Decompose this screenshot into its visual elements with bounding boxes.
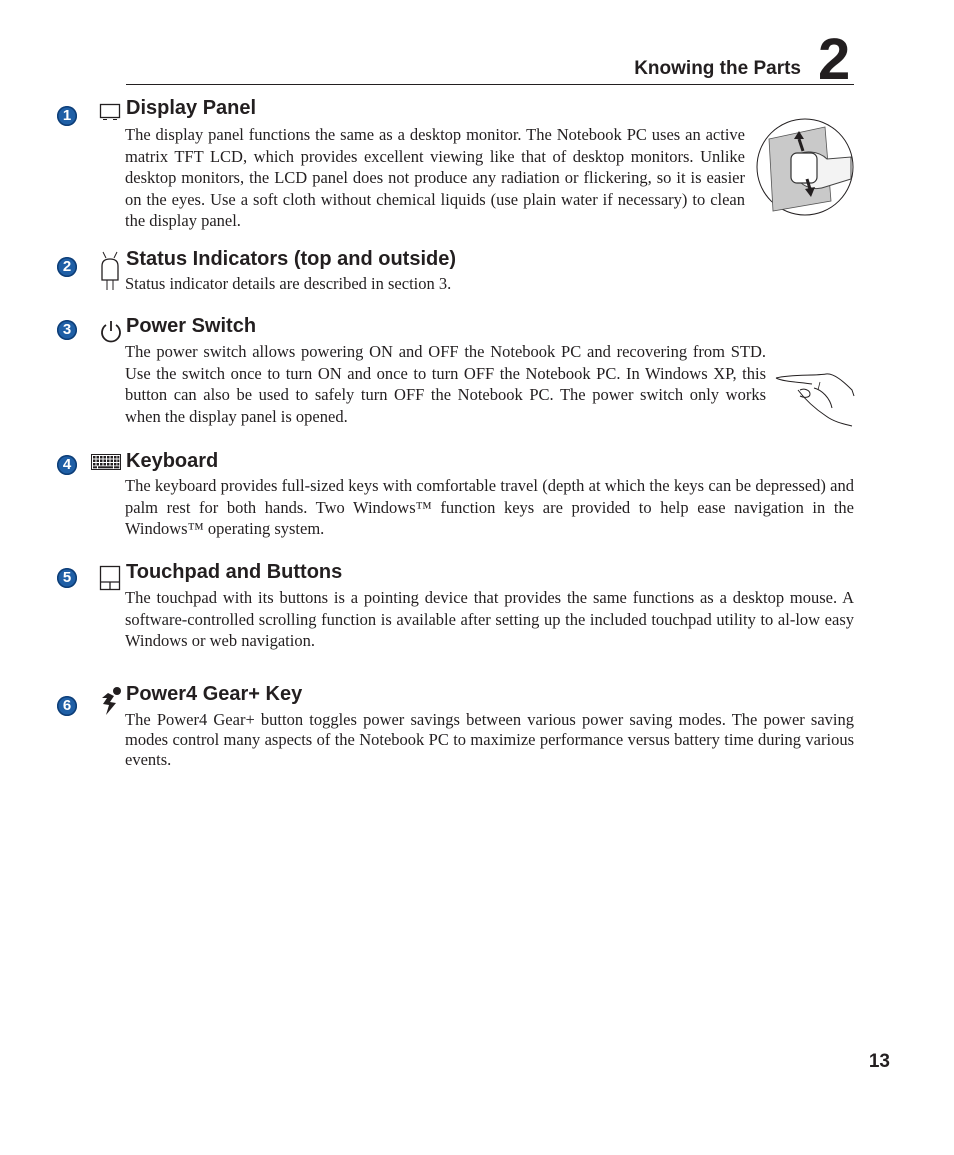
page-header-title: Knowing the Parts xyxy=(634,58,801,79)
section-title-touchpad: Touchpad and Buttons xyxy=(126,561,343,583)
section-badge-4: 4 xyxy=(57,455,77,475)
section-body-power4-gear: The Power4 Gear+ button toggles power savings between various power saving modes. The power saving modes control many aspects of the Notebook PC to maximize performance versus battery time during various events. xyxy=(125,710,854,769)
section-body-touchpad: The touchpad with its buttons is a pointing device that provides the same functions as a desktop mouse. A software-controlled scrolling function is available after setting up the included touchpad utility to al-low easy Windows or web navigation. xyxy=(125,588,854,650)
status-light-icon xyxy=(99,250,121,297)
section-badge-6: 6 xyxy=(57,696,77,716)
section-badge-3: 3 xyxy=(57,320,77,340)
power-switch-body-text: The power switch allows powering ON and OFF the Notebook PC and recovering from STD. Use the switch once to turn ON and once to turn OFF the Notebook PC. In Windows XP, this button can also be used to safely turn OFF the Notebook PC. The power switch only works when the display panel is opened. xyxy=(125,342,766,426)
finger-press-illustration xyxy=(774,368,856,433)
page-number: 13 xyxy=(868,1051,890,1072)
section-body-power-switch xyxy=(125,341,854,427)
section-badge-2: 2 xyxy=(57,257,77,277)
display-cleaning-illustration xyxy=(755,117,855,222)
header-divider xyxy=(126,84,854,85)
section-title-power4-gear: Power4 Gear+ Key xyxy=(126,683,303,705)
touchpad-icon xyxy=(99,565,121,596)
power-icon xyxy=(99,319,123,348)
section-title-keyboard: Keyboard xyxy=(126,450,219,472)
keyboard-icon xyxy=(91,454,121,475)
section-title-display-panel: Display Panel xyxy=(126,97,257,119)
section-badge-1: 1 xyxy=(57,106,77,126)
section-badge-5: 5 xyxy=(57,568,77,588)
section-body-status-indicators: Status indicator details are described in section 3. xyxy=(125,274,452,293)
section-title-status-indicators: Status Indicators (top and outside) xyxy=(126,248,457,270)
section-body-display-panel: The display panel functions the same as a desktop monitor. The Notebook PC uses an active matrix TFT LCD, which provides excellent viewing like that of desktop monitors. Unlike desktop monitors, the LCD panel does not produce any radiation or flickering, so it is easier on the eyes. Use a soft cloth without chemical liquids (use plain water if necessary) to clean the display panel. xyxy=(125,125,745,230)
power-gear-icon xyxy=(100,686,124,721)
display-icon xyxy=(99,102,121,127)
section-title-power-switch: Power Switch xyxy=(126,315,257,337)
chapter-number: 2 xyxy=(818,27,851,92)
section-body-keyboard: The keyboard provides full-sized keys with comfortable travel (depth at which the keys can be depressed) and palm rest for both hands. Two Windows™ function keys are provided to help ease navigation in the Windows™ operating system. xyxy=(125,476,854,538)
